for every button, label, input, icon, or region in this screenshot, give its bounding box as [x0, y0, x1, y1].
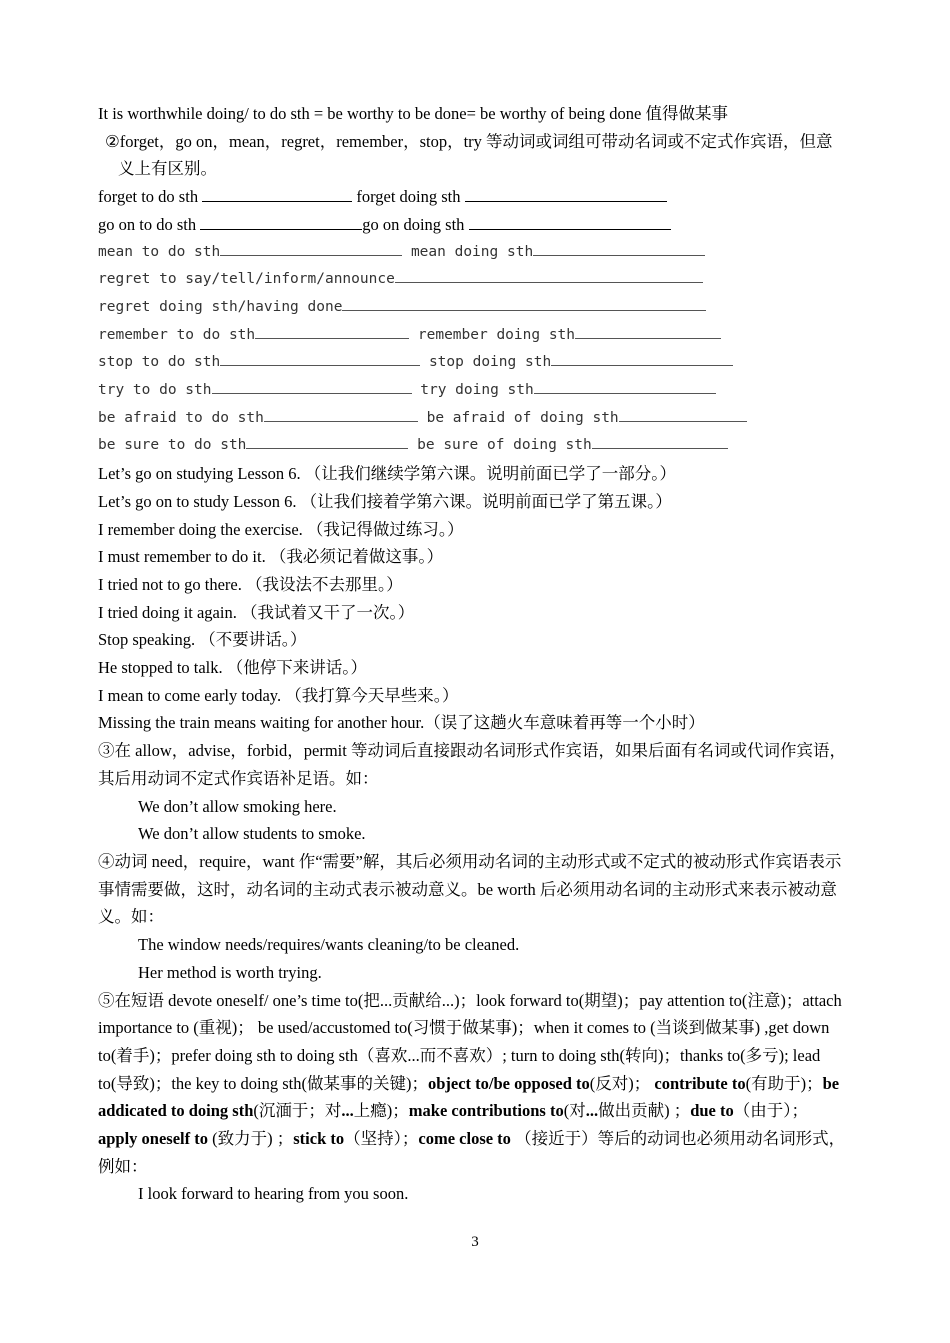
- answer-blank[interactable]: [200, 212, 362, 230]
- fill-row: [98, 432, 846, 460]
- bold-phrase: be addicated to doing sth: [98, 1073, 840, 1121]
- fill-row: [98, 266, 846, 294]
- phrase: forget doing sth: [356, 187, 461, 207]
- answer-blank[interactable]: [264, 406, 418, 422]
- example-sentence: Missing the train means waiting for another hour.（误了这趟火车意味着再等一个小时）: [98, 713, 705, 733]
- phrase: stop doing sth: [428, 354, 552, 371]
- gloss: (沉湎于；对: [253, 1101, 342, 1121]
- example-sentence: The window needs/requires/wants cleaning/to be cleaned.: [138, 935, 520, 955]
- section-2-intro: ②forget，go on，mean，regret，remember，stop，try 等动词或词组可带动名词或不定式作宾语，但意义上有区别。: [105, 131, 833, 179]
- answer-blank[interactable]: [212, 378, 412, 394]
- example-sentence: Stop speaking. （不要讲话。）: [98, 630, 307, 650]
- answer-blank[interactable]: [395, 267, 703, 283]
- answer-blank[interactable]: [220, 240, 402, 256]
- gloss: (致力于) ；: [208, 1129, 294, 1149]
- answer-blank[interactable]: [255, 323, 409, 339]
- answer-blank[interactable]: [575, 323, 721, 339]
- gloss: 做出贡献) ；: [598, 1101, 691, 1121]
- bold-phrase: due to: [690, 1101, 734, 1121]
- answer-blank[interactable]: [469, 212, 671, 230]
- bold-phrase: ...: [341, 1101, 354, 1121]
- fill-row: [98, 322, 846, 350]
- page-number: 3: [471, 1234, 479, 1250]
- phrase: be sure of doing sth: [417, 437, 592, 454]
- gloss: （由于）；: [733, 1101, 808, 1121]
- gloss: （接近于）等后的动词也必须用动名词形式，例如：: [98, 1129, 846, 1176]
- phrase: go on doing sth: [362, 214, 465, 234]
- example-sentence: Her method is worth trying.: [138, 962, 322, 982]
- phrase: stop to do sth: [98, 354, 221, 371]
- answer-blank[interactable]: [202, 184, 352, 202]
- page-content: [98, 100, 846, 1208]
- gloss: (有助于)；: [745, 1073, 823, 1093]
- answer-blank[interactable]: [246, 433, 408, 449]
- fill-row: [98, 183, 846, 211]
- answer-blank[interactable]: [533, 240, 705, 256]
- bold-phrase: come close to: [418, 1129, 511, 1149]
- fill-row: [98, 294, 846, 322]
- example-sentence: Let’s go on to study Lesson 6. （让我们接着学第六课。说明前面已学了第五课。）: [98, 491, 672, 511]
- answer-blank[interactable]: [465, 184, 667, 202]
- text-line: It is worthwhile doing/ to do sth = be worthy to be done= be worthy of being done 值得做某事: [98, 104, 728, 123]
- answer-blank[interactable]: [534, 378, 716, 394]
- gloss: (反对)；: [589, 1073, 651, 1093]
- section-5-intro: ⑤在短语 devote oneself/ one’s time to(把...贡献给...)；look forward to(期望)；pay attention to(注意)；attach importance to (重视)； be used/accustomed to(习惯于做某事)；when it comes to (当谈到做某事) ,get down to(着手)；prefer doing sth to doing sth（喜欢...而不喜欢）; turn to doing sth(转向)；thanks to(多亏); lead to(导致)；the key to doing sth(做某事的关键)；: [98, 990, 842, 1093]
- example-sentence: I must remember to do it. （我必须记着做这事。）: [98, 547, 444, 567]
- example-sentence: I tried not to go there. （我设法不去那里。）: [98, 574, 403, 594]
- fill-row: [98, 211, 846, 239]
- phrase: remember doing sth: [417, 326, 576, 343]
- example-sentence: I look forward to hearing from you soon.: [138, 1184, 409, 1204]
- bold-phrase: stick to: [293, 1129, 345, 1149]
- section-4-text: ④动词 need，require，want 作“需要”解，其后必须用动名词的主动形式或不定式的被动形式作宾语表示事情需要做，这时，动名词的主动式表示被动意义。be worth 后必须用动名词的主动形式来表示被动意义。如：: [98, 851, 842, 927]
- example-sentence: Let’s go on studying Lesson 6. （让我们继续学第六课。说明前面已学了一部分。）: [98, 464, 676, 484]
- phrase: go on to do sth: [98, 214, 197, 234]
- phrase: be sure to do sth: [98, 437, 247, 454]
- gloss: 上瘾)；: [353, 1101, 409, 1121]
- phrase: try doing sth: [420, 382, 534, 399]
- fill-row: [98, 405, 846, 433]
- bold-phrase: make contributions to: [408, 1101, 564, 1121]
- example-sentence: I tried doing it again. （我试着又干了一次。）: [98, 602, 415, 622]
- bold-phrase: apply oneself to: [98, 1129, 209, 1149]
- example-sentence: We don’t allow smoking here.: [138, 796, 337, 816]
- example-sentence: We don’t allow students to smoke.: [138, 824, 366, 844]
- example-sentence: I remember doing the exercise. （我记得做过练习。）: [98, 519, 464, 539]
- phrase: forget to do sth: [98, 187, 199, 207]
- fill-row: [98, 349, 846, 377]
- example-sentence: He stopped to talk. （他停下来讲话。）: [98, 658, 368, 678]
- bold-phrase: contribute to: [654, 1073, 746, 1093]
- phrase: regret doing sth/having done: [98, 298, 343, 315]
- example-sentence: I mean to come early today. （我打算今天早些来。）: [98, 685, 459, 705]
- phrase: mean to do sth: [98, 243, 221, 260]
- answer-blank[interactable]: [551, 350, 733, 366]
- gloss: (对: [563, 1101, 586, 1121]
- phrase: be afraid of doing sth: [426, 409, 619, 426]
- fill-row: [98, 239, 846, 267]
- section-3-text: ③在 allow，advise，forbid，permit 等动词后直接跟动名词形式作宾语，如果后面有名词或代词作宾语，其后用动词不定式作宾语补足语。如：: [98, 741, 846, 788]
- phrase: remember to do sth: [98, 326, 256, 343]
- phrase: mean doing sth: [410, 243, 534, 260]
- phrase: regret to say/tell/inform/announce: [98, 271, 395, 288]
- phrase: be afraid to do sth: [98, 409, 264, 426]
- answer-blank[interactable]: [342, 295, 706, 311]
- answer-blank[interactable]: [592, 433, 728, 449]
- answer-blank[interactable]: [220, 350, 420, 366]
- gloss: （坚持）；: [344, 1129, 419, 1149]
- phrase: try to do sth: [98, 382, 212, 399]
- bold-phrase: ...: [585, 1101, 599, 1121]
- fill-row: [98, 377, 846, 405]
- section-5-text: [98, 987, 846, 1181]
- answer-blank[interactable]: [619, 406, 747, 422]
- bold-phrase: object to/be opposed to: [427, 1073, 590, 1093]
